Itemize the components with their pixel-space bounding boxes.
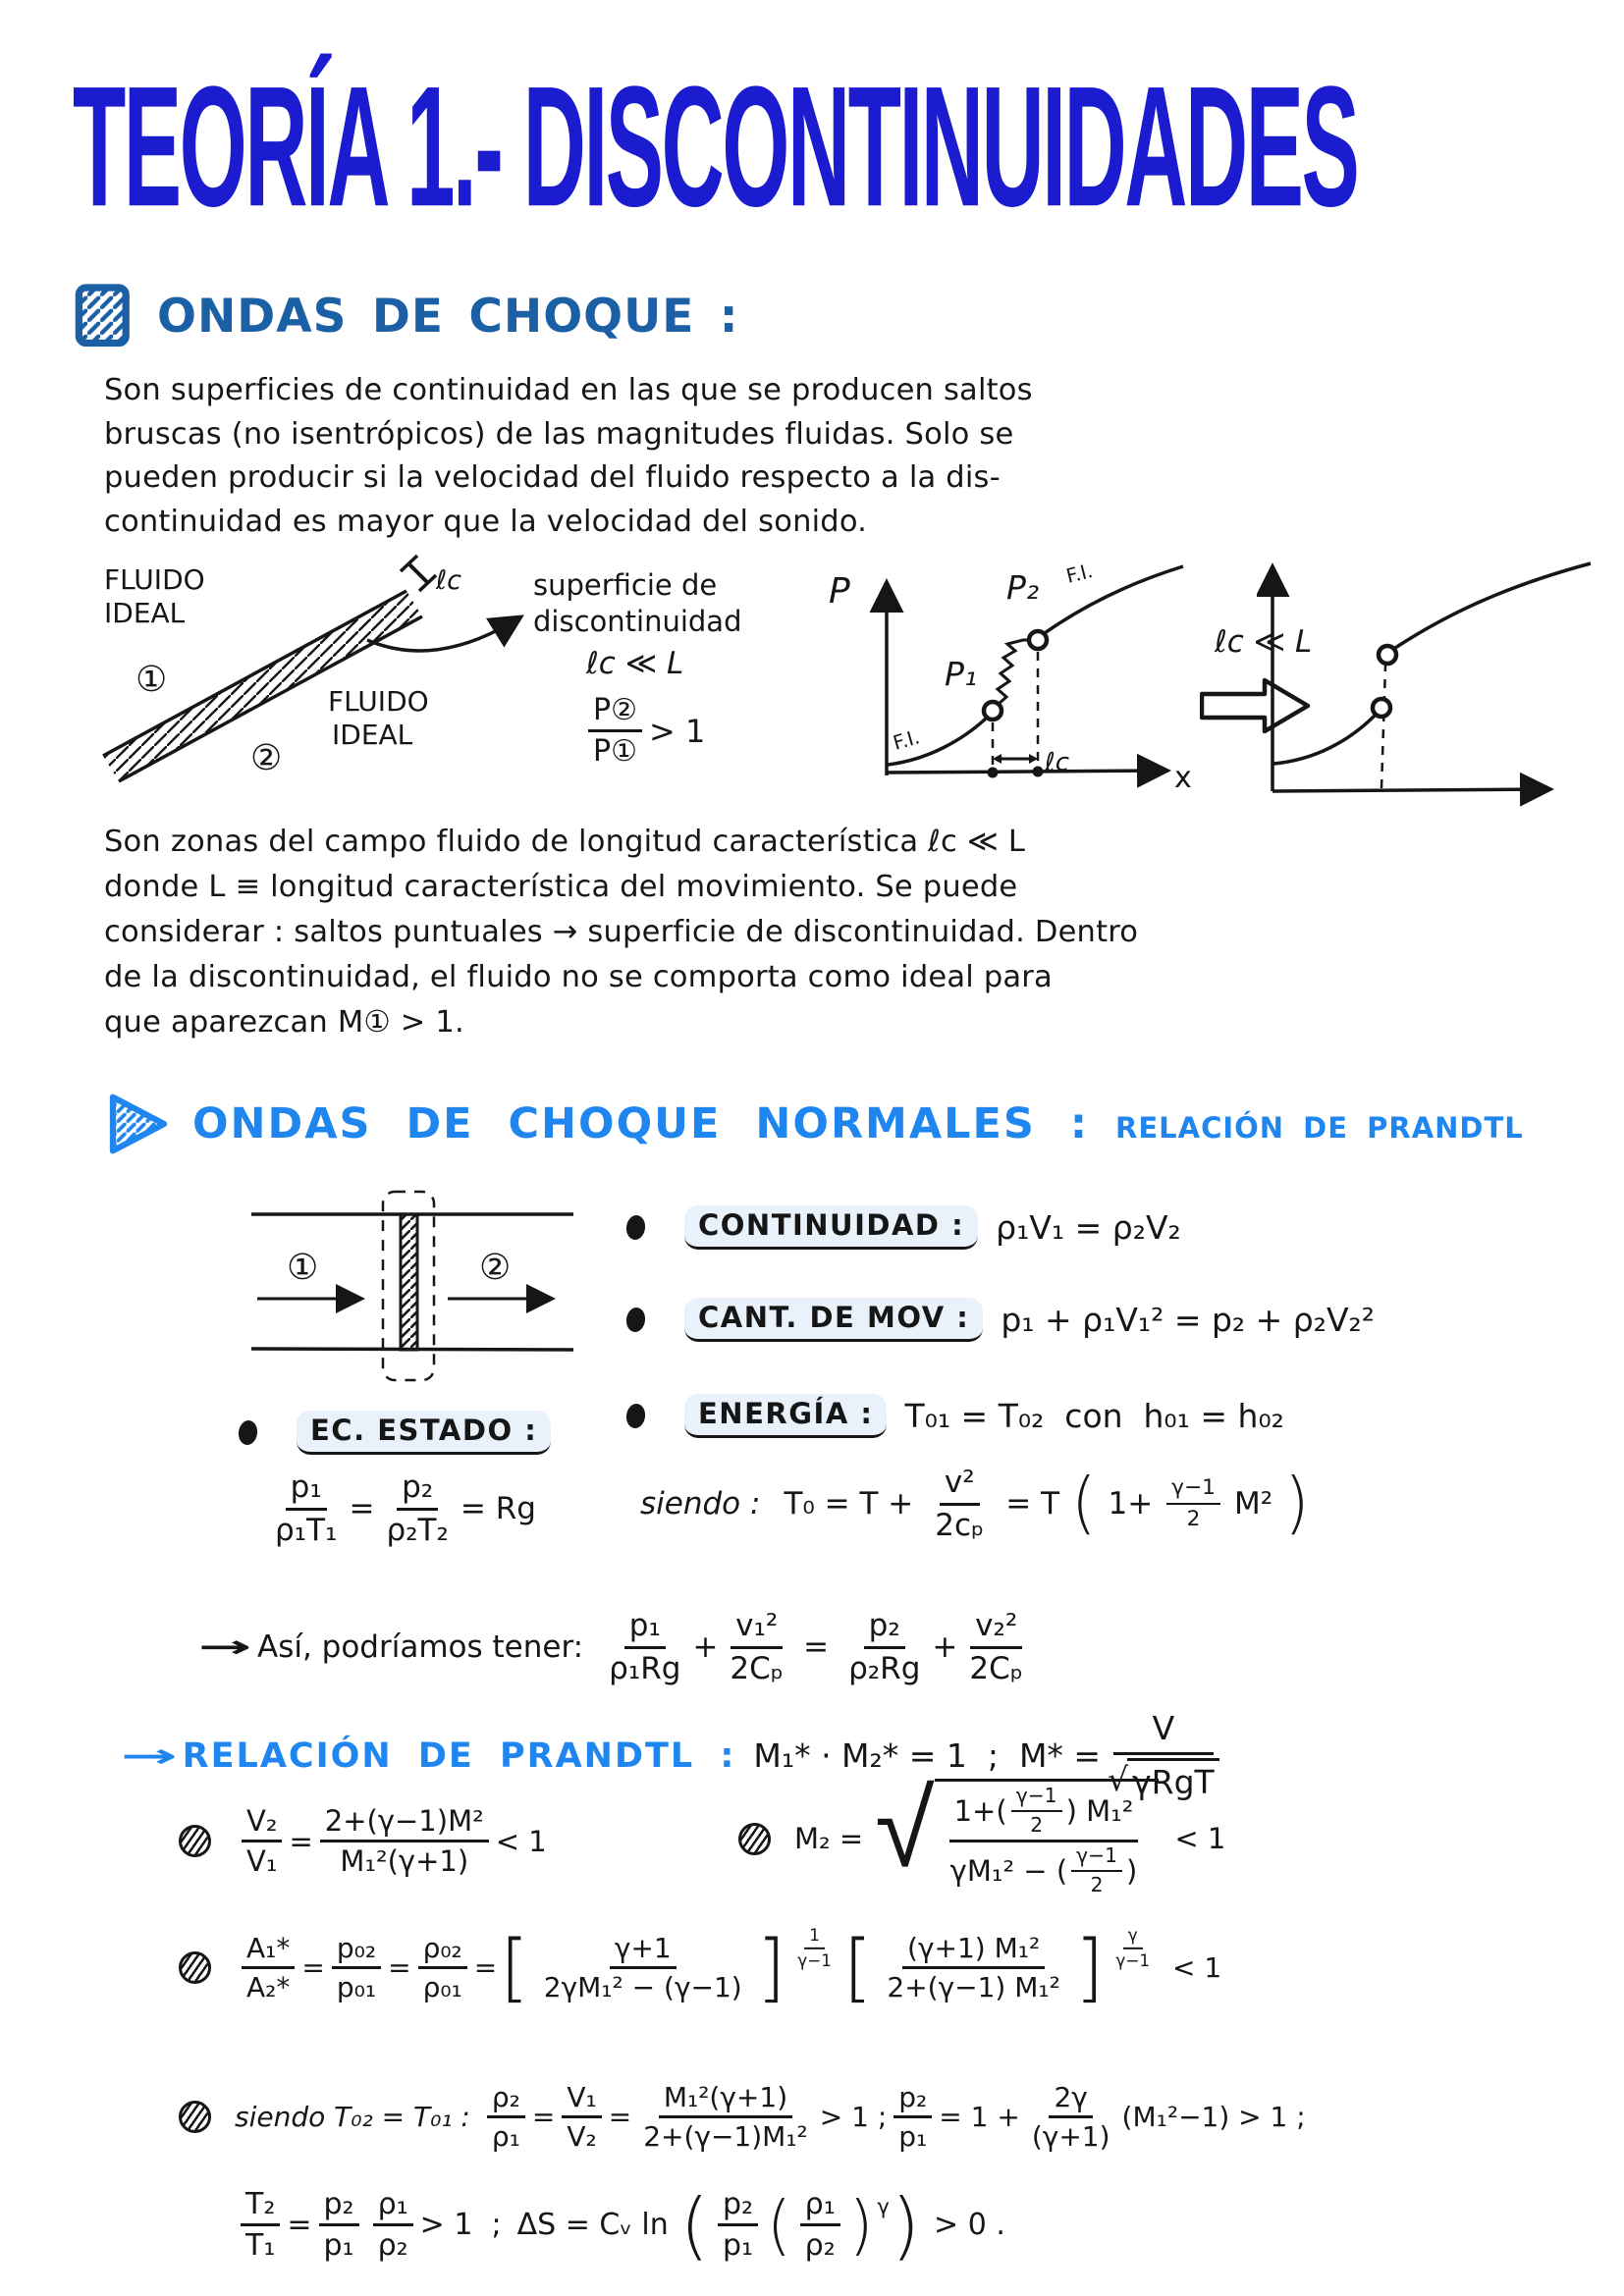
svg-text:IDEAL: IDEAL — [104, 597, 186, 629]
lc-label: ℓc — [436, 565, 461, 596]
pressure-step-graph — [1257, 538, 1624, 823]
p1-point — [984, 702, 1001, 720]
jump-dashed-line — [1381, 666, 1385, 788]
p1-label: P₁ — [945, 655, 978, 693]
zones-paragraph — [104, 825, 1138, 1050]
fi-curve-right — [1045, 566, 1183, 633]
paragraph-line: que aparezcan M① > 1. — [104, 1005, 464, 1040]
hatched-bullet-icon — [179, 1951, 211, 1984]
upper-point — [1379, 646, 1396, 664]
bullet-icon — [624, 1307, 646, 1333]
pressure-jump-graph — [805, 542, 1198, 817]
region-1-label: ① — [287, 1248, 319, 1288]
section-heading-text: ONDAS DE CHOQUE : — [157, 289, 739, 344]
normal-shock-diagram — [244, 1181, 582, 1407]
region-2-label: ② — [250, 738, 283, 778]
bullet-icon — [624, 1214, 646, 1241]
paragraph-line: pueden producir si la velocidad del fluido respecto a la dis- — [104, 460, 1001, 495]
lower-point — [1373, 699, 1390, 717]
x-axis — [1272, 789, 1547, 791]
oblique-shock-diagram — [90, 542, 562, 802]
state-equation-label: EC. ESTADO : — [239, 1411, 551, 1455]
x-axis — [887, 771, 1164, 773]
y-axis-label: P — [829, 571, 850, 612]
upper-curve — [1395, 563, 1591, 648]
hatched-square-icon — [75, 283, 132, 349]
svg-text:F.I.: F.I. — [890, 724, 923, 755]
x-axis-label: x — [1174, 761, 1192, 795]
fluido-ideal-top: FLUIDO — [104, 563, 205, 596]
energy-equation: ENERGÍA : T₀₁ = T₀₂ con h₀₁ = h₀₂ — [626, 1394, 1284, 1438]
section-ondas-de-choque — [75, 283, 739, 349]
shock-zigzag — [998, 640, 1029, 704]
sqrt-sign: √ — [875, 1766, 935, 1892]
p2-label: P₂ — [1006, 568, 1040, 607]
lc-interval-label: ℓc — [1045, 748, 1070, 777]
section-ondas-normales — [106, 1094, 1089, 1154]
bullet-icon — [624, 1403, 646, 1429]
bullet-icon — [237, 1419, 258, 1446]
jump-ratios-equation: siendo T₀₂ = T₀₁ : $\frac{\text{ρ₂}}{\text{ρ₁}}$ = $\frac{\text{V₁}}{\text{V₂}}$ = $\frac{\text{M₁²(γ+1)}}{\text{2+(γ−1)M₁²}}$ > 1 ; $\frac{\text{p₂}}{\text{p₁}}$ = 1 + $\frac{2\gamma}{(\gamma+1)}$ (M₁²−1) > 1 ; — [179, 2081, 1306, 2153]
stagnation-temperature-equation: siendo : T₀ = T + $\frac{\text{v²}}{\text{2cₚ}}$ = T ( 1+ $\frac{\gamma-1}{2}$ M² ) — [640, 1465, 1310, 1543]
pressure-ratio: $\frac{\text{P②}}{\text{P①}}$ > 1 — [581, 693, 705, 770]
svg-text:IDEAL: IDEAL — [332, 719, 413, 751]
temperature-entropy-equation: $\frac{\text{T₂}}{\text{T₁}}$ = $\frac{\text{p₂}}{\text{p₁}}$ $\frac{\text{ρ₁}}{\text{ρ₂}}$ > 1 ; ΔS = Cᵥ ln ( $\frac{\text{p₂}}{\text{p₁}}$ ( $\frac{\text{ρ₁}}{\text{ρ₂}}$ ) γ ) > 0 . — [234, 2187, 1005, 2264]
hatched-bullet-icon — [179, 1825, 211, 1857]
paragraph-line: continuidad es mayor que la velocidad del sonido. — [104, 504, 868, 539]
section-heading-text: ONDAS DE CHOQUE NORMALES : — [192, 1099, 1090, 1148]
hatched-bullet-icon — [738, 1823, 771, 1855]
p2-point — [1029, 631, 1047, 649]
lower-curve — [1273, 716, 1375, 764]
prandtl-relation: → RELACIÓN DE PRANDTL : M₁* · M₂* = 1 ; M* = V √ γRgT — [116, 1710, 1226, 1802]
arrow-icon: → — [120, 1736, 178, 1776]
surface-caption: superficie de discontinuidad — [533, 568, 742, 638]
paragraph-line: donde L ≡ longitud característica del movimiento. Se puede — [104, 870, 1018, 904]
momentum-equation: CANT. DE MOV : p₁ + ρ₁V₁² = p₂ + ρ₂V₂² — [626, 1298, 1375, 1342]
intro-paragraph — [104, 373, 1033, 548]
hatched-triangle-icon — [106, 1094, 171, 1154]
paragraph-line: Son zonas del campo fluido de longitud característica ℓc ≪ L — [104, 825, 1026, 859]
combined-equation: → Así, podríamos tener: $\frac{\text{p₁}}{\text{ρ₁Rg}}$ + $\frac{\text{v₁²}}{\text{2Cₚ}}$ = $\frac{\text{p₂}}{\text{ρ₂Rg}}$ + $\frac{\text{v₂²}}{\text{2Cₚ}}$ — [197, 1608, 1024, 1686]
velocity-ratio-equation: $\frac{\text{V₂}}{\text{V₁}}$ = $\frac{\text{2+(γ−1)M²}}{\text{M₁²(γ+1)}}$ < 1 — [179, 1804, 547, 1878]
region-2-label: ② — [479, 1248, 512, 1288]
critical-area-ratio-equation: $\frac{\text{A₁*}}{\text{A₂*}}$ = $\frac{\text{p₀₂}}{\text{p₀₁}}$ = $\frac{\text{ρ₀₂}}{\text{ρ₀₁}}$ = [ $\frac{\gamma+1}{\text{2γM₁² − (γ−1)}}$ ] $\frac{1}{\gamma-1}$ [ $\frac{\text{(γ+1) M₁²}}{\text{2+(γ−1) M₁²}}$ ] $\frac{\gamma}{\gamma-1}$ < 1 — [179, 1932, 1221, 2003]
prandtl-subheading: RELACIÓN DE PRANDTL — [1115, 1111, 1524, 1145]
page-title: TEORÍA 1.- DISCONTINUIDADES — [73, 51, 1358, 243]
thickness-tick — [409, 564, 427, 582]
mach2-equation: M₂ = √ 1+( $\frac{\gamma-1}{2}$ ) M₁² γM₁² − ( $\frac{\gamma-1}{2}$ ) < 1 — [738, 1779, 1225, 1899]
paragraph-line: considerar : saltos puntuales → superficie de discontinuidad. Dentro — [104, 915, 1139, 949]
state-equation: $\frac{\text{p₁}}{\text{ρ₁T₁}}$ = $\frac{\text{p₂}}{\text{ρ₂T₂}}$ = Rg — [275, 1469, 536, 1548]
paragraph-line: bruscas (no isentrópicos) de las magnitudes fluidas. Solo se — [104, 416, 1014, 452]
continuity-equation: CONTINUIDAD : ρ₁V₁ = ρ₂V₂ — [626, 1205, 1181, 1250]
arrow-icon: → — [197, 1629, 252, 1666]
sqrt-sign: √ — [1108, 1759, 1129, 1798]
region-1-label: ① — [135, 660, 168, 700]
paragraph-line: Son superficies de continuidad en las que se producen saltos — [104, 373, 1033, 407]
svg-text:F.I.: F.I. — [1063, 559, 1096, 588]
hatched-bullet-icon — [179, 2101, 211, 2133]
lc-much-less-L-2: ℓc ≪ L — [1215, 624, 1313, 660]
paragraph-line: de la discontinuidad, el fluido no se comporta como ideal para — [104, 960, 1053, 994]
shock-bar — [401, 1214, 417, 1350]
fluido-ideal-bottom: FLUIDO — [328, 685, 429, 718]
lc-much-less-L: ℓc ≪ L — [586, 646, 684, 681]
